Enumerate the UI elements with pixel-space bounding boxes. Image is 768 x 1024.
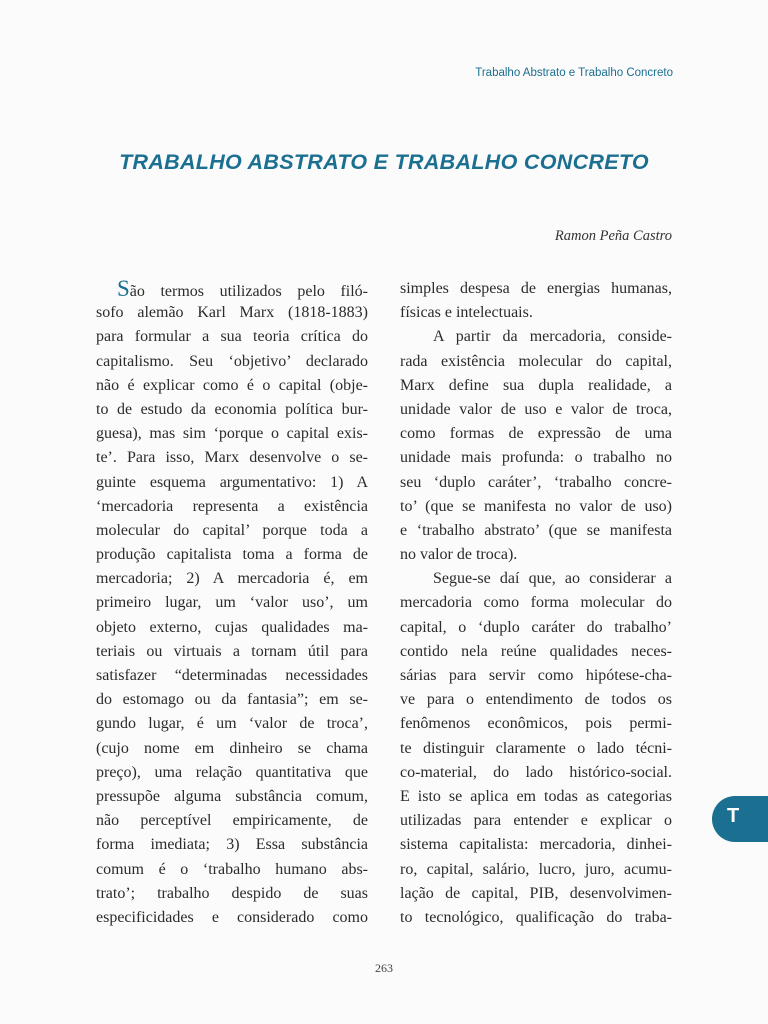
body-line: A partir da mercadoria, conside- xyxy=(433,328,672,346)
body-line: lação de capital, PIB, desenvolvimen- xyxy=(400,884,672,902)
body-column-left xyxy=(96,277,368,930)
body-line: forma imediata; 3) Essa substância xyxy=(96,836,368,854)
body-line: Segue-se daí que, ao considerar a xyxy=(433,570,672,588)
body-line: sofo alemão Karl Marx (1818-1883) xyxy=(96,304,368,322)
body-line: te’. Para isso, Marx desenvolve o se- xyxy=(96,449,368,467)
body-line: contido nela reúne qualidades neces- xyxy=(400,642,672,660)
body-line: unidade mais profunda: o trabalho no xyxy=(400,449,672,467)
body-line: do estomago ou da fantasia”; em se- xyxy=(96,691,368,709)
body-line: não perceptível empiricamente, de xyxy=(96,812,368,830)
body-line: ro, capital, salário, lucro, juro, acumu- xyxy=(400,860,672,878)
body-line xyxy=(96,277,368,301)
section-letter-tab xyxy=(712,796,768,842)
body-line: e ‘trabalho abstrato’ (que se manifesta xyxy=(400,521,672,539)
body-line: utilizadas para entender e explicar o xyxy=(400,812,672,830)
body-line: teriais ou virtuais a tornam útil para xyxy=(96,642,368,660)
body-line: to’ (que se manifesta no valor de uso) xyxy=(400,497,672,515)
body-line: (cujo nome em dinheiro se chama xyxy=(96,739,368,757)
body-line: capitalismo. Seu ‘objetivo’ declarado xyxy=(96,352,368,370)
body-line: especificidades e considerado como xyxy=(96,908,368,926)
body-line: mercadoria; 2) A mercadoria é, em xyxy=(96,570,368,588)
body-line: físicas e intelectuais. xyxy=(400,304,533,322)
body-line: unidade valor de uso e valor de troca, xyxy=(400,400,672,418)
body-line: to de estudo da economia política bur- xyxy=(96,400,368,418)
body-line: gundo lugar, é um ‘valor de troca’, xyxy=(96,715,368,733)
body-line: satisfazer “determinadas necessidades xyxy=(96,667,368,684)
body-line: sárias para servir como hipótese-cha- xyxy=(400,667,672,684)
body-line: to tecnológico, qualificação do traba- xyxy=(400,908,672,926)
body-line: ve para o entendimento de todos os xyxy=(400,691,672,709)
body-line: guesa), mas sim ‘porque o capital exis- xyxy=(96,425,368,443)
body-line: no valor de troca). xyxy=(400,546,518,564)
page-number: 263 xyxy=(375,961,393,975)
body-line: objeto externo, cujas qualidades ma- xyxy=(96,618,368,636)
body-line: comum é o ‘trabalho humano abs- xyxy=(96,860,368,878)
body-line: molecular do capital’ porque toda a xyxy=(96,521,368,539)
author-name: Ramon Peña Castro xyxy=(554,228,672,244)
body-line: rada existência molecular do capital, xyxy=(400,352,672,370)
body-line: sistema capitalista: mercadoria, dinhei- xyxy=(400,836,672,854)
body-line: trato’; trabalho despido de suas xyxy=(96,884,368,902)
drop-cap: S xyxy=(117,276,130,301)
body-line: primeiro lugar, um ‘valor uso’, um xyxy=(96,594,368,612)
running-head: Trabalho Abstrato e Trabalho Concreto xyxy=(475,67,673,79)
body-line: ‘mercadoria representa a existência xyxy=(96,497,368,515)
body-line: guinte esquema argumentativo: 1) A xyxy=(96,473,368,491)
body-line: E isto se aplica em todas as categorias xyxy=(400,787,672,805)
body-line: simples despesa de energias humanas, xyxy=(400,280,672,297)
body-line: fenômenos econômicos, pois permi- xyxy=(400,715,672,733)
body-line: pressupõe alguma substância comum, xyxy=(96,787,368,805)
section-letter: T xyxy=(727,805,740,827)
body-line: como formas de expressão de uma xyxy=(400,425,672,443)
body-line: produção capitalista toma a forma de xyxy=(96,546,368,564)
body-line-text: ão termos utilizados pelo filó- xyxy=(129,283,368,300)
body-line: para formular a sua teoria crítica do xyxy=(96,328,368,346)
body-line: Marx define sua dupla realidade, a xyxy=(400,376,672,394)
body-line: te distinguir claramente o lado técni- xyxy=(400,739,672,757)
body-column-right xyxy=(400,277,672,930)
body-line: capital, o ‘duplo caráter do trabalho’ xyxy=(400,618,672,636)
article-title: TRABALHO ABSTRATO E TRABALHO CONCRETO xyxy=(119,150,649,174)
body-line: seu ‘duplo caráter’, ‘trabalho concre- xyxy=(400,473,672,491)
body-line: mercadoria como forma molecular do xyxy=(400,594,672,612)
body-line: não é explicar como é o capital (obje- xyxy=(96,376,368,394)
body-line: preço), uma relação quantitativa que xyxy=(96,763,368,781)
body-line: co-material, do lado histórico-social. xyxy=(400,763,672,781)
